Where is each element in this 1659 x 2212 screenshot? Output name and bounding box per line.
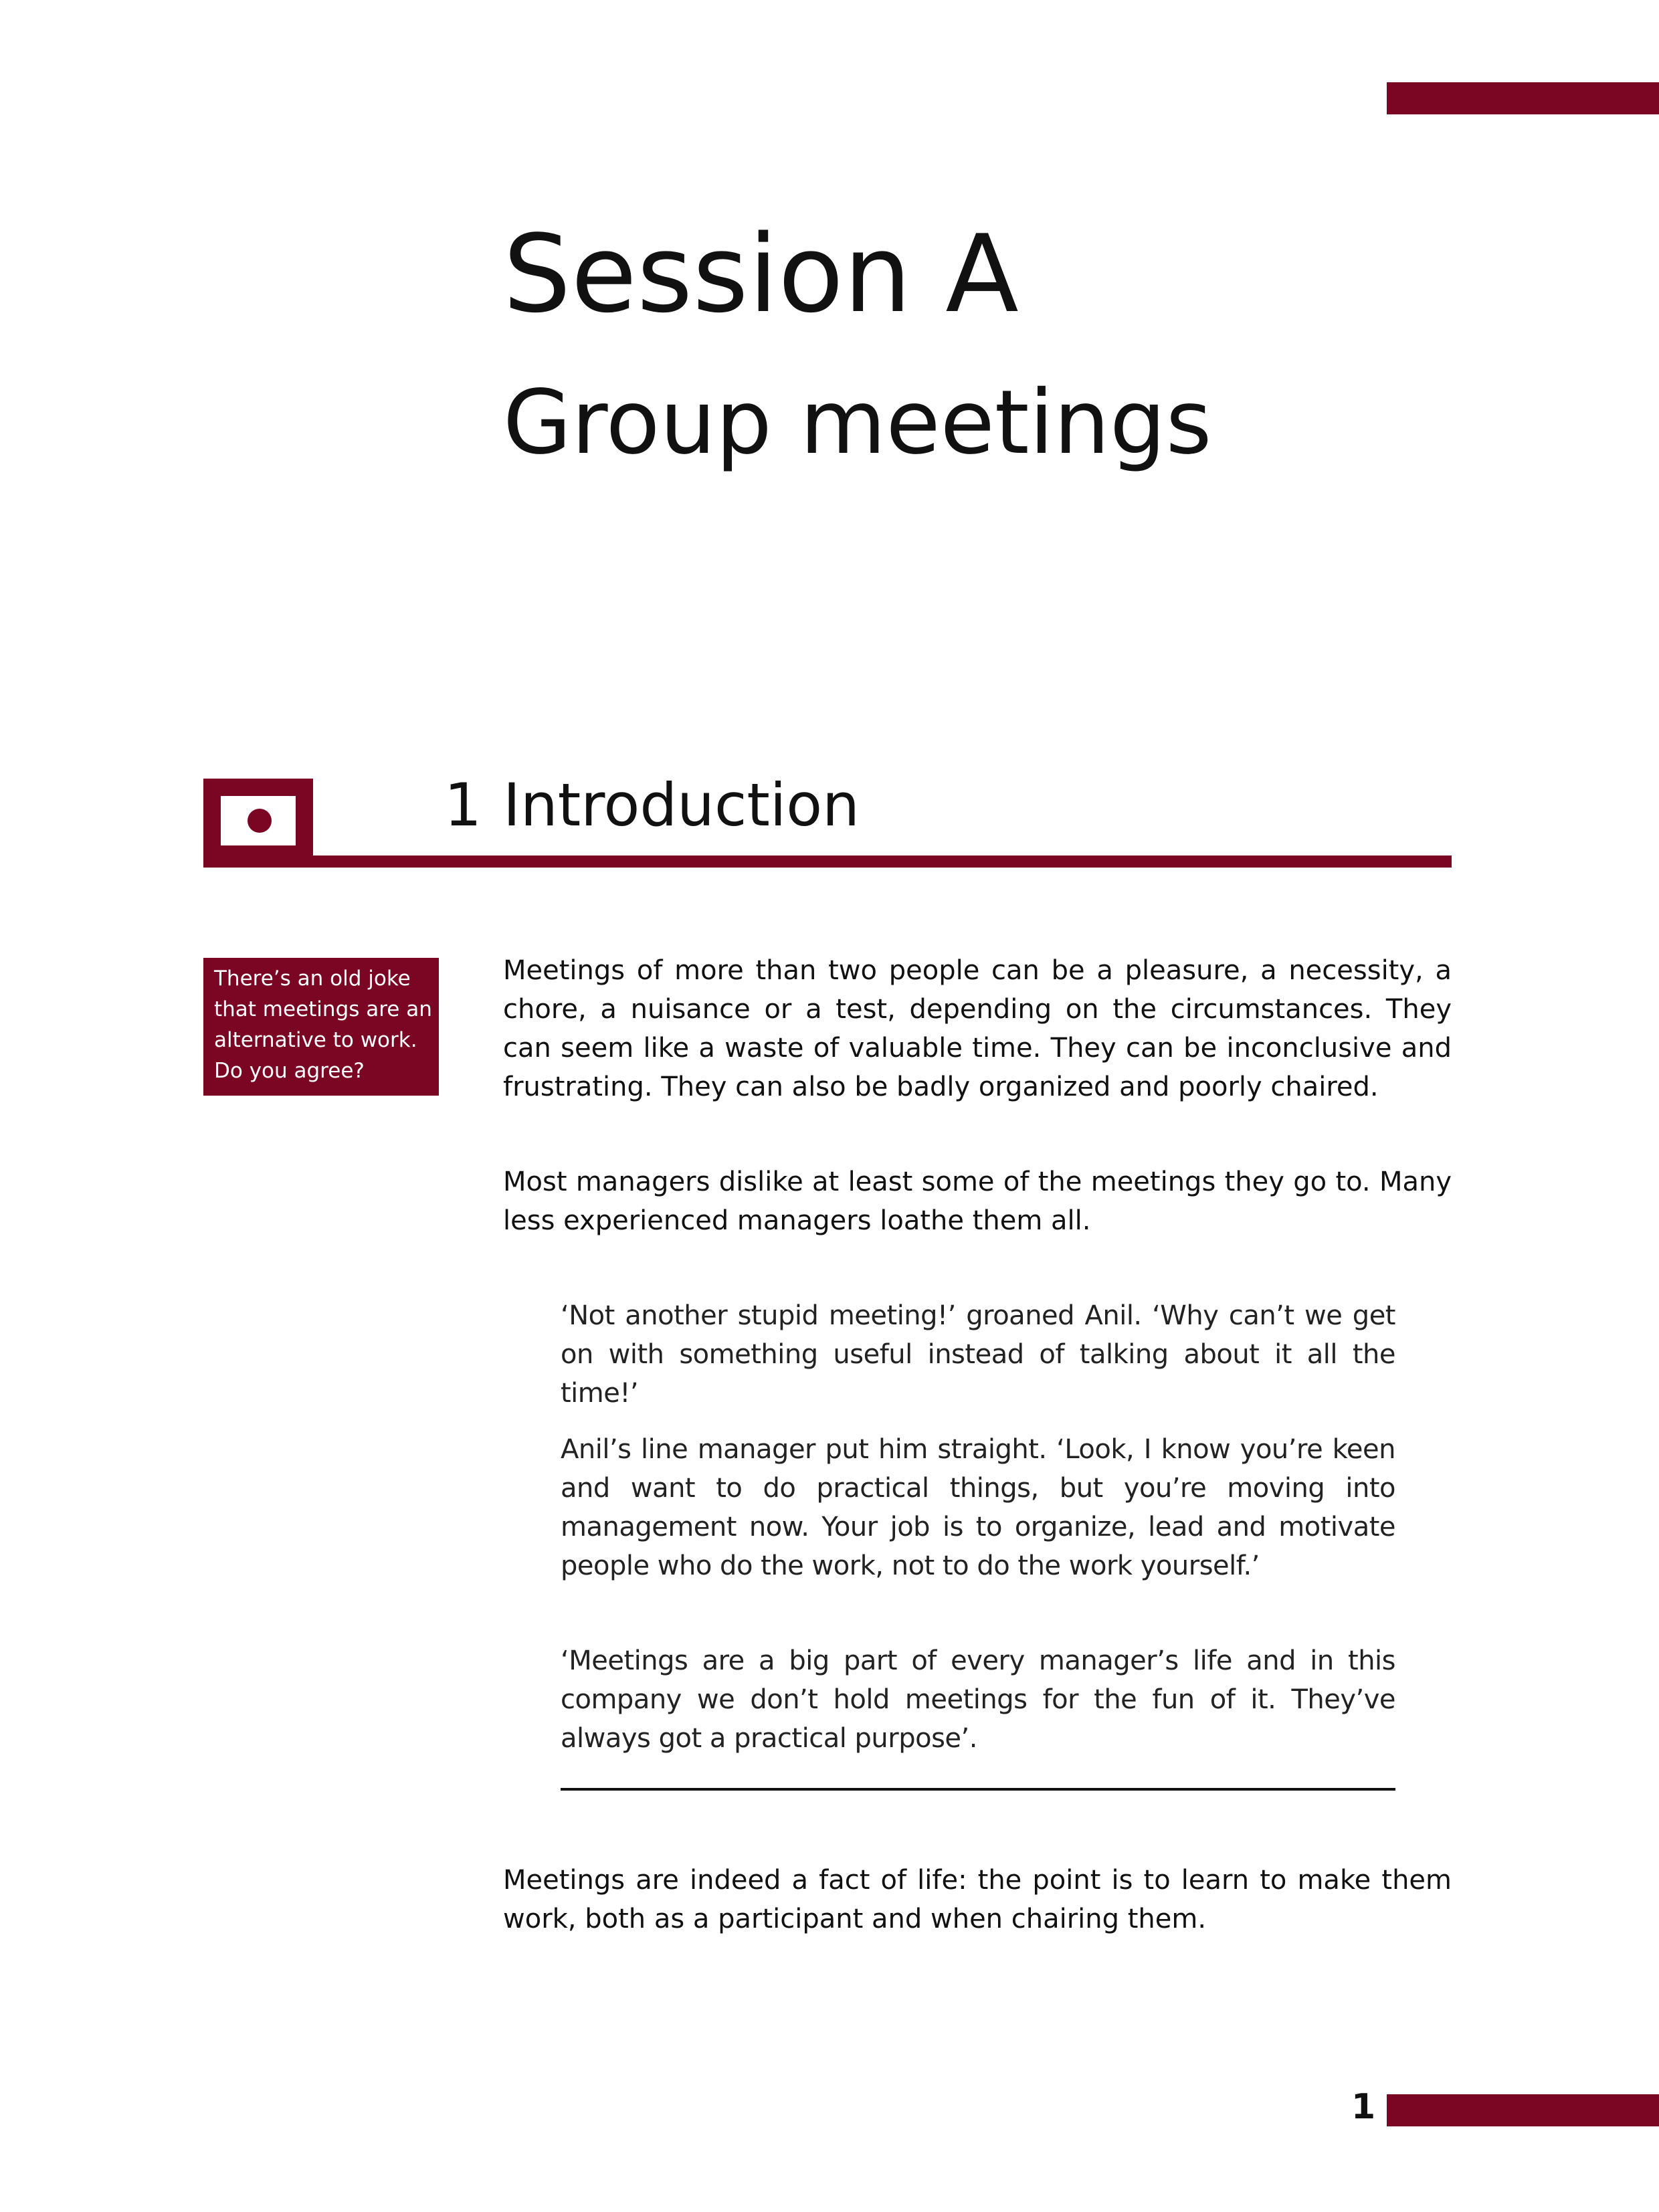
case-study-paragraph: Anil’s line manager put him straight. ‘Look, I know you’re keen and want to do practical things, but you’re moving into management now. Your job is to organize, lead and motivate people who do the work, not to do the work yourself.’ xyxy=(561,1434,1395,1581)
case-study-end-rule xyxy=(561,1788,1395,1791)
case-study-paragraph: ‘Not another stupid meeting!’ groaned Anil. ‘Why can’t we get on with something useful instead of talking about it all the time!’ xyxy=(561,1300,1395,1409)
margin-note xyxy=(203,958,439,1096)
section-title: Introduction xyxy=(503,771,860,839)
header-accent-bar xyxy=(1387,82,1659,114)
session-title: Session A xyxy=(503,211,1019,336)
section-number: 1 xyxy=(444,771,482,839)
section-marker-icon xyxy=(203,779,313,863)
body-paragraph: Meetings are indeed a fact of life: the point is to learn to make them work, both as a participant and when chairing them. xyxy=(503,1865,1452,1934)
session-subtitle: Group meetings xyxy=(503,371,1212,474)
margin-note-line: alternative to work. xyxy=(214,1028,417,1052)
section-divider xyxy=(203,856,1452,868)
body-paragraph: Meetings of more than two people can be a pleasure, a necessity, a chore, a nuisance or a test, depending on the circumstances. They can seem like a waste of valuable time. They can be inconclusive and frustrating. They can also be badly organized and poorly chaired. xyxy=(503,955,1452,1102)
case-study-paragraph: ‘Meetings are a big part of every manager’s life and in this company we don’t hold meetings for the fun of it. They’ve always got a practical purpose’. xyxy=(561,1645,1395,1754)
margin-note-line: Do you agree? xyxy=(214,1059,365,1083)
body-paragraph: Most managers dislike at least some of the meetings they go to. Many less experienced managers loathe them all. xyxy=(503,1167,1452,1236)
footer-accent-bar xyxy=(1387,2094,1659,2126)
page-number: 1 xyxy=(1351,2087,1376,2127)
margin-note-line: that meetings are an xyxy=(214,997,432,1021)
margin-note-line: There’s an old joke xyxy=(214,967,411,991)
